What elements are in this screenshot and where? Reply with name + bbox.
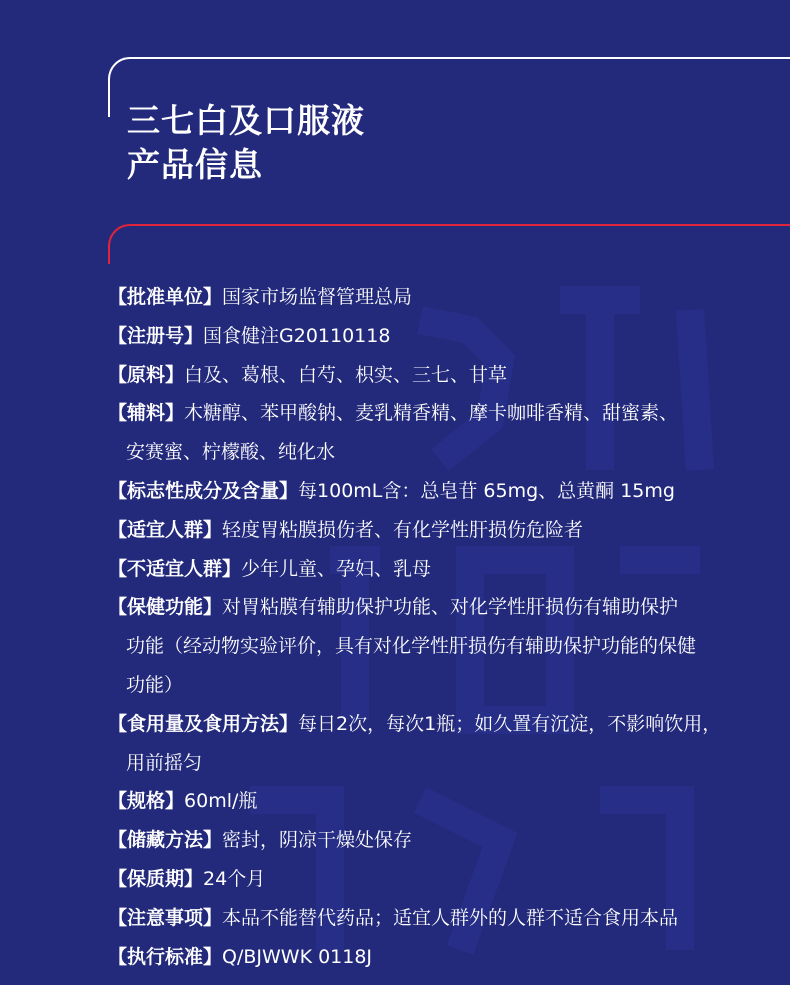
info-item-dosage [108,705,768,783]
info-value: 轻度胃粘膜损伤者、有化学性肝损伤危险者 [222,518,584,541]
info-value-continued: 功能（经动物实验评价，具有对化学性肝损伤有辅助保护功能的保健 [126,635,697,658]
info-value: 木糖醇、苯甲酸钠、麦乳精香精、摩卡咖啡香精、甜蜜素、 [184,402,679,425]
info-value-continued: 用前摇匀 [126,751,203,774]
product-info-list [108,278,768,976]
info-value: 60ml/瓶 [184,790,258,813]
info-item-marker-content [108,472,768,511]
red-frame-line [108,224,790,264]
info-label: 【储藏方法】 [108,829,223,852]
info-label: 【注意事项】 [108,906,223,929]
info-label: 【规格】 [108,790,185,813]
info-item-precautions [108,899,768,938]
info-label: 【食用量及食用方法】 [108,712,299,735]
info-label: 【不适宜人群】 [108,557,242,580]
info-value-continued: 安赛蜜、柠檬酸、纯化水 [126,441,336,464]
info-label: 【辅料】 [108,402,185,425]
info-value-continued: 功能） [126,673,184,696]
info-label: 【保质期】 [108,867,204,890]
info-item-approval-unit [108,278,768,317]
info-value: 对胃粘膜有辅助保护功能、对化学性肝损伤有辅助保护 [222,596,679,619]
page-title [127,99,365,187]
info-item-specification [108,782,768,821]
info-item-standard [108,938,768,977]
info-value: 每100mL含：总皂苷 65mg、总黄酮 15mg [298,479,675,502]
info-value: 本品不能替代药品；适宜人群外的人群不适合食用本品 [222,906,679,929]
info-item-excipients [108,394,768,472]
title-product-name: 三七白及口服液 [127,101,365,140]
info-item-shelf-life [108,860,768,899]
info-value: 少年儿童、孕妇、乳母 [241,557,432,580]
info-item-ingredients [108,356,768,395]
info-value: 24个月 [203,867,266,890]
info-value: 白及、葛根、白芍、枳实、三七、甘草 [184,363,508,386]
info-item-health-function [108,588,768,704]
info-label: 【批准单位】 [108,286,223,308]
info-value: 密封，阴凉干燥处保存 [222,829,413,852]
info-value: 每日2次，每次1瓶；如久置有沉淀，不影响饮用， [298,712,722,735]
info-item-storage [108,821,768,860]
info-label: 【保健功能】 [108,596,223,619]
info-label: 【执行标准】 [108,945,223,968]
info-value: 国家市场监督管理总局 [222,286,413,308]
info-value: Q/BJWWK 0118J [222,945,373,968]
info-label: 【标志性成分及含量】 [108,479,299,502]
info-value: 国食健注G20110118 [203,324,391,347]
info-item-suitable-people [108,511,768,550]
title-subtitle: 产品信息 [127,145,263,184]
info-label: 【适宜人群】 [108,518,223,541]
info-item-unsuitable-people [108,550,768,589]
info-label: 【原料】 [108,363,185,386]
info-item-registration-number [108,317,768,356]
info-label: 【注册号】 [108,324,204,347]
